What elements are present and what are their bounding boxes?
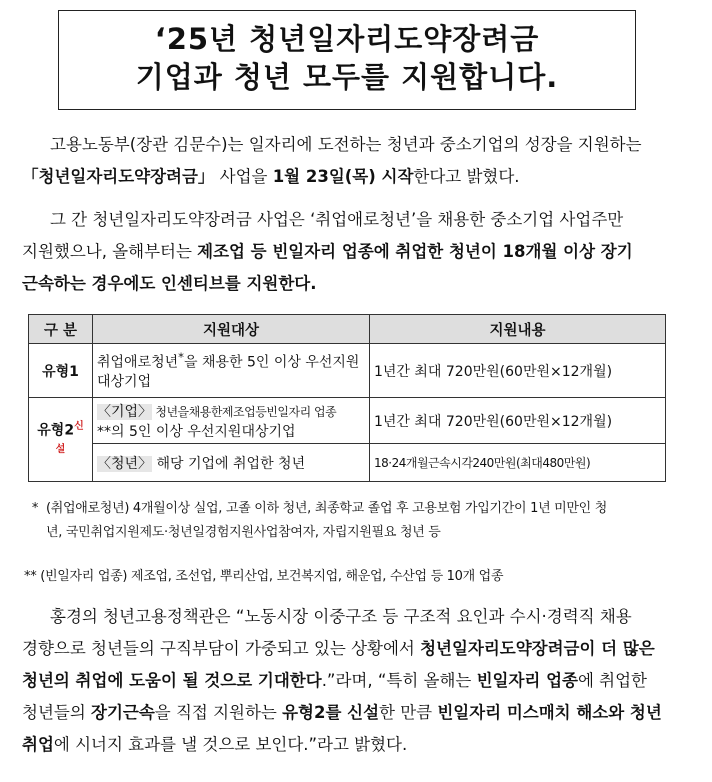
footnote-1-mark: * — [31, 501, 39, 516]
support-table — [28, 314, 666, 482]
type2-youth-target — [93, 444, 370, 482]
p3-text-4: 을 직접 지원하는 — [154, 703, 283, 722]
type1-target-star: * — [178, 349, 184, 364]
type2-youth-content: 18·24개월근속시각240만원(최대480만원) — [370, 444, 666, 482]
header-target: 지원대상 — [93, 315, 370, 344]
table-row-type1 — [29, 344, 666, 398]
p3-highlight-2: 빈일자리 업종 — [476, 671, 578, 690]
table-row-type2-youth — [29, 444, 666, 482]
p3-text-5: 한 만큼 — [379, 703, 438, 722]
p3-text-3: 에 취업한 청년들의 — [22, 671, 647, 722]
type1-target-a: 취업애로청년 — [97, 354, 179, 371]
type2-youth-text: 해당 기업에 취업한 청년 — [152, 455, 306, 472]
type2-company-text-b: **의 5인 이상 우선지원대상기업 — [97, 423, 296, 440]
p3-text-2: .”라며, “특히 올해는 — [321, 671, 477, 690]
p3-highlight-5: 빈일자리 미스매치 해소와 청년 취업 — [22, 703, 662, 754]
title-line-2: 기업과 청년 모두를 지원합니다. — [135, 60, 559, 94]
paragraph-1 — [22, 129, 672, 193]
paragraph-2 — [22, 204, 672, 300]
title-line-1: ‘25년 청년일자리도약장려금 — [154, 22, 540, 56]
p3-text-6: 에 시너지 효과를 낼 것으로 보인다.”라고 밝혔다. — [53, 735, 408, 754]
p3-highlight-3: 장기근속 — [91, 703, 155, 722]
header-content: 지원내용 — [370, 315, 666, 344]
type1-target — [93, 344, 370, 398]
type2-company-target — [93, 398, 370, 444]
type1-label: 유형1 — [29, 344, 93, 398]
footnote-2: ** (빈일자리 업종) 제조업, 조선업, 뿌리산업, 보건복지업, 해운업, 수산업 등 10개 업종 — [24, 569, 504, 584]
header-type: 구 분 — [29, 315, 93, 344]
title-box — [58, 10, 636, 110]
footnote-1-line-1: (취업애로청년) 4개월이상 실업, 고졸 이하 청년, 최종학교 졸업 후 고용보험 가입기간이 1년 미만인 청 — [46, 501, 608, 516]
p1-text-1: 고용노동부(장관 김문수)는 일자리에 도전하는 청년과 중소기업의 성장을 지원하는 — [50, 135, 642, 154]
table-row-type2-company — [29, 398, 666, 444]
p1-text-2: 사업을 — [214, 167, 273, 186]
type1-target-b: 을 채용한 5인 이상 우선지원대상기업 — [97, 354, 360, 391]
paragraph-3 — [22, 601, 672, 761]
type2-company-content: 1년간 최대 720만원(60만원×12개월) — [370, 398, 666, 444]
p2-highlight: 제조업 등 빈일자리 업종에 취업한 청년이 18개월 이상 장기 근속하는 경우에도 인센티브를 지원한다. — [22, 242, 633, 293]
type2-new-tag: 신설 — [55, 421, 84, 455]
p3-text-1: 홍경의 청년고용정책관은 “노동시장 이중구조 등 구조적 요인과 수시·경력직 채용 경향으로 청년들의 구직부담이 가중되고 있는 상황에서 — [22, 607, 632, 658]
type2-label-cell — [29, 398, 93, 482]
type2-label: 유형2 — [37, 423, 75, 439]
p3-highlight-4: 유형2를 신설 — [282, 703, 380, 722]
p2-text-1: 그 간 청년일자리도약장려금 사업은 ‘취업애로청년’을 채용한 중소기업 사업주만 지원했으나, 올해부터는 — [22, 210, 624, 261]
p1-text-3: 한다고 밝혔다. — [413, 167, 520, 186]
p1-start-date: 1월 23일(목) 시작 — [272, 167, 414, 186]
table-header-row — [29, 315, 666, 344]
type2-company-bracket: 〈기업〉 — [97, 403, 153, 420]
footnote-1 — [24, 497, 684, 545]
type2-youth-bracket: 〈청년〉 — [97, 455, 153, 472]
p3-highlight-1: 청년일자리도약장려금이 더 많은 청년의 취업에 도움이 될 것으로 기대한다 — [22, 639, 655, 690]
p1-program-name: 「청년일자리도약장려금」 — [22, 167, 215, 186]
type2-company-text-a: 청년을채용한제조업등빈일자리 업종 — [152, 404, 337, 419]
footnote-1-line-2: 년, 국민취업지원제도·청년일경험지원사업참여자, 자립지원필요 청년 등 — [46, 525, 441, 540]
type1-content: 1년간 최대 720만원(60만원×12개월) — [370, 344, 666, 398]
